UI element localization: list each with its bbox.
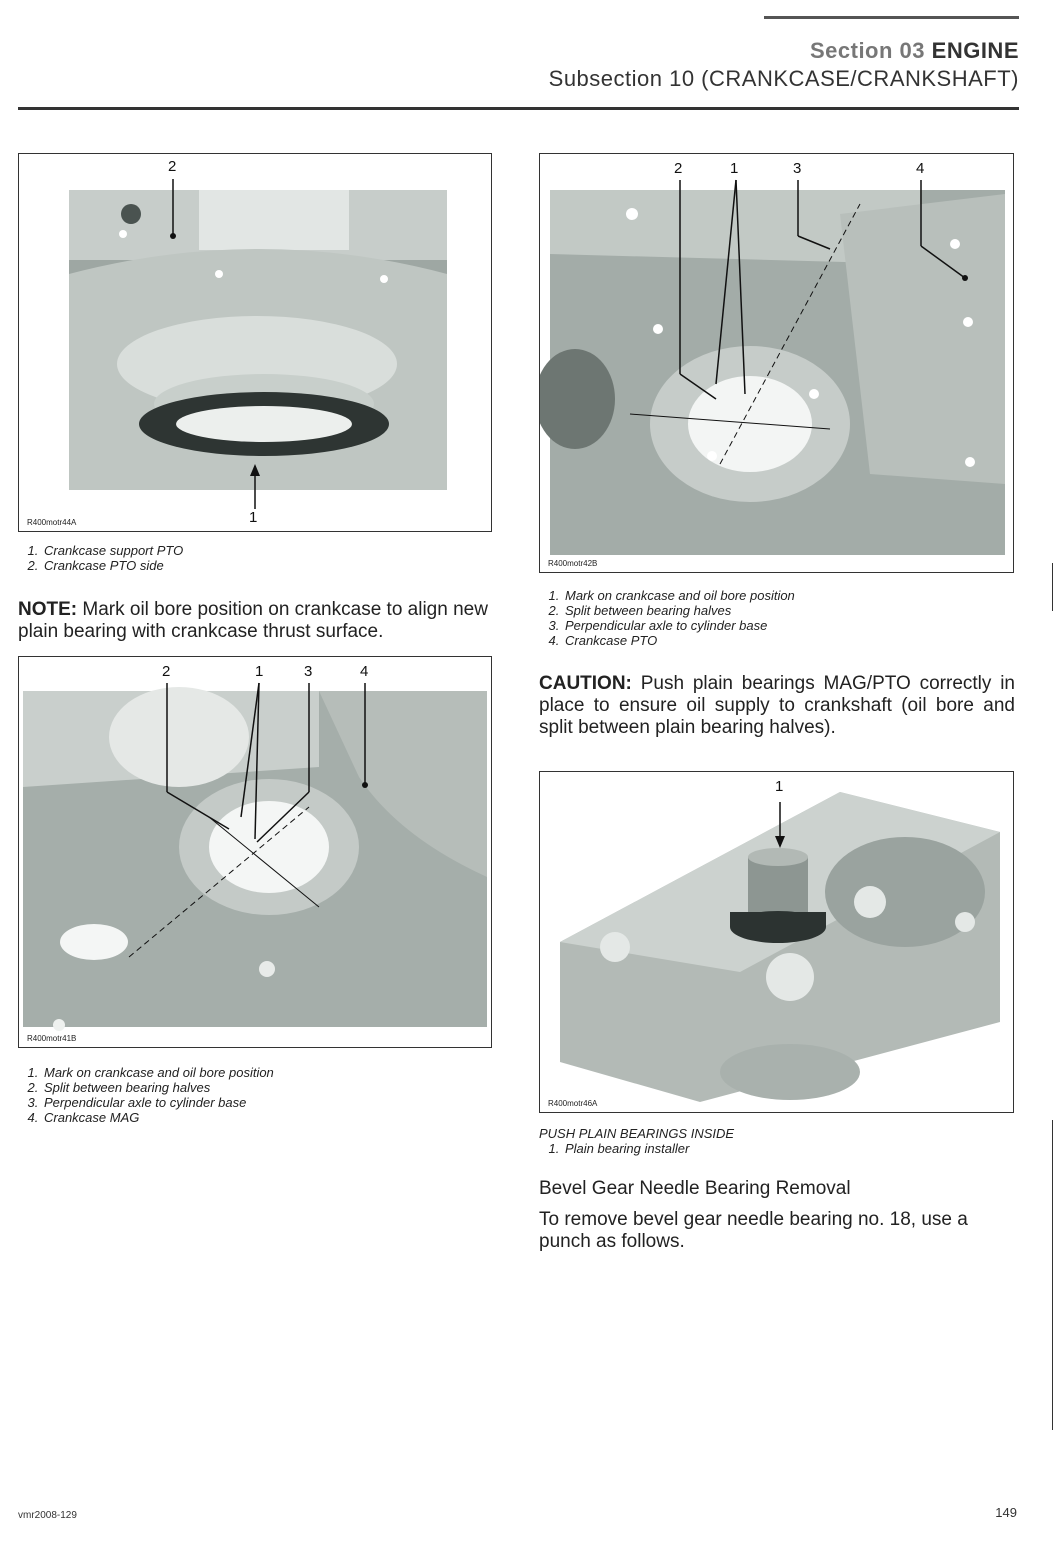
fig3-caption-item: 2. Split between bearing halves — [563, 603, 1009, 618]
margin-mark — [1052, 1120, 1053, 1430]
bevel-text: To remove bevel gear needle bearing no. 18, use a punch as follows. — [539, 1209, 968, 1252]
figure-4-illustration — [540, 772, 1013, 1112]
section-prefix: Section 03 — [809, 38, 926, 63]
fig4-caption-item: 1. Plain bearing installer — [563, 1141, 1009, 1156]
figure-1-illustration — [19, 154, 491, 531]
caution-label: CAUTION: — [539, 673, 632, 694]
fig3-caption-item: 3. Perpendicular axle to cylinder base — [563, 618, 1009, 633]
page-number: 149 — [995, 1505, 1017, 1520]
fig3-callout-3: 3 — [793, 160, 802, 177]
fig3-caption — [539, 588, 1009, 648]
header-rule — [18, 107, 1019, 110]
figure-3-illustration — [540, 154, 1013, 572]
fig3-callout-2: 2 — [674, 160, 683, 177]
fig4-callout-1: 1 — [775, 778, 784, 795]
fig2-caption-item: 1. Mark on crankcase and oil bore position — [42, 1065, 478, 1080]
fig1-caption-item: 1. Crankcase support PTO — [42, 543, 478, 558]
fig2-callout-4: 4 — [360, 663, 369, 680]
fig2-callout-1: 1 — [255, 663, 264, 680]
note-label: NOTE: — [18, 599, 78, 620]
bevel-heading: Bevel Gear Needle Bearing Removal — [539, 1178, 851, 1199]
fig1-code: R400motr44A — [27, 518, 77, 527]
subsection-title: Subsection 10 (CRANKCASE/CRANKSHAFT) — [548, 66, 1019, 91]
fig3-code: R400motr42B — [548, 559, 598, 568]
caution-paragraph — [539, 673, 1015, 739]
fig4-caption-title: PUSH PLAIN BEARINGS INSIDE — [539, 1126, 735, 1141]
fig1-callout-2: 2 — [168, 158, 177, 175]
fig1-callout-1: 1 — [249, 509, 258, 526]
fig2-caption-item: 4. Crankcase MAG — [42, 1110, 478, 1125]
figure-push-plain-bearings — [539, 771, 1014, 1113]
fig2-caption-item: 2. Split between bearing halves — [42, 1080, 478, 1095]
margin-mark — [1052, 563, 1053, 611]
figure-2-illustration — [19, 657, 491, 1047]
fig3-caption-item: 1. Mark on crankcase and oil bore position — [563, 588, 1009, 603]
fig2-code: R400motr41B — [27, 1034, 77, 1043]
caution-text: Push plain bearings MAG/PTO correctly in place to ensure oil supply to crankshaft (oil bore and split between plain bearing halves). — [539, 673, 1016, 738]
figure-crankcase-pto-support — [18, 153, 492, 532]
section-name: ENGINE — [931, 38, 1019, 63]
fig2-caption-item: 3. Perpendicular axle to cylinder base — [42, 1095, 478, 1110]
fig2-callout-3: 3 — [304, 663, 313, 680]
note-paragraph — [18, 599, 494, 643]
fig3-callout-4: 4 — [916, 160, 925, 177]
figure-crankcase-mag-marks — [18, 656, 492, 1048]
fig2-callout-2: 2 — [162, 663, 171, 680]
fig3-callout-1: 1 — [730, 160, 739, 177]
fig4-code: R400motr46A — [548, 1099, 598, 1108]
fig1-caption-item: 2. Crankcase PTO side — [42, 558, 478, 573]
fig2-caption — [18, 1065, 478, 1125]
header-rule-short — [764, 16, 1019, 19]
figure-crankcase-pto-marks — [539, 153, 1014, 573]
note-text: Mark oil bore position on crankcase to align new plain bearing with crankcase thrust surface. — [18, 599, 488, 642]
fig1-caption — [18, 543, 478, 573]
fig3-caption-item: 4. Crankcase PTO — [563, 633, 1009, 648]
fig4-caption — [539, 1126, 1009, 1156]
footer-doc-code: vmr2008-129 — [18, 1510, 77, 1521]
section-title — [810, 38, 1019, 64]
